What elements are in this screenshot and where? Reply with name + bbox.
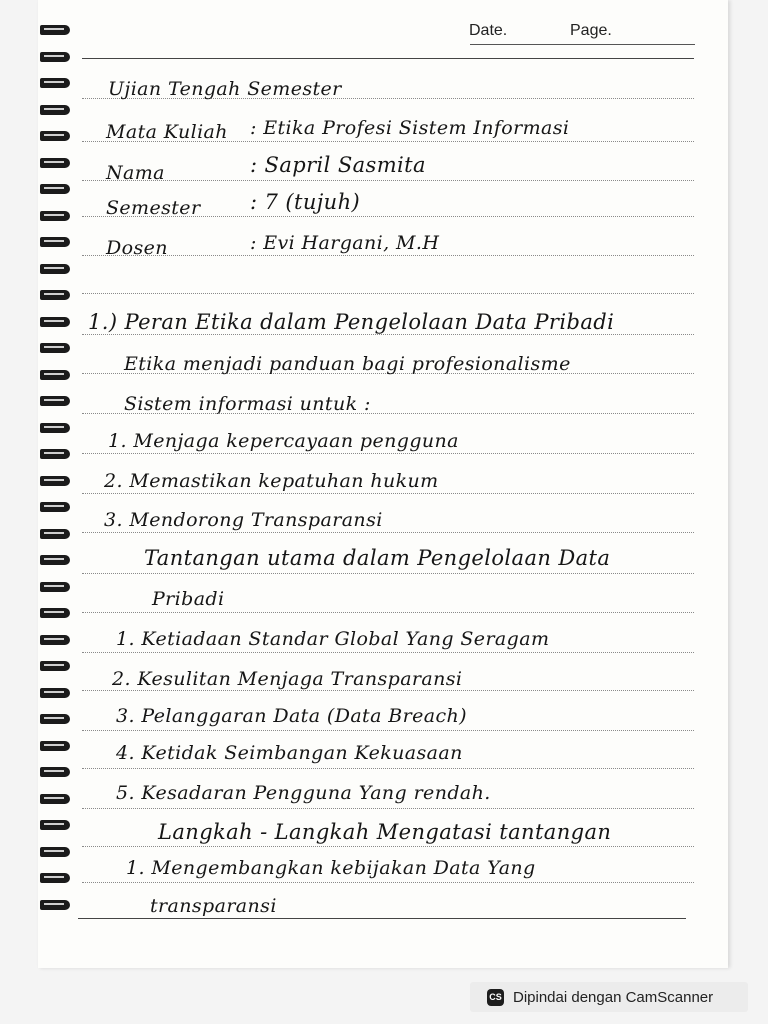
spiral-ring bbox=[40, 22, 74, 38]
spiral-ring bbox=[40, 314, 74, 330]
spiral-ring bbox=[40, 526, 74, 542]
lecturer-value: : Evi Hargani, M.H bbox=[250, 232, 440, 254]
step-1: 1. Mengembangkan kebijakan Data Yang bbox=[126, 857, 536, 879]
challenge-2: 2. Kesulitan Menjaga Transparansi bbox=[112, 668, 463, 690]
page-label: Page. bbox=[570, 22, 612, 39]
ruled-line bbox=[82, 573, 694, 574]
steps-heading: Langkah - Langkah Mengatasi tantangan bbox=[158, 820, 612, 844]
ruled-line bbox=[82, 768, 694, 769]
spiral-ring bbox=[40, 446, 74, 462]
challenge-5: 5. Kesadaran Pengguna Yang rendah. bbox=[116, 782, 491, 804]
ruled-line bbox=[82, 690, 694, 691]
challenge-3: 3. Pelanggaran Data (Data Breach) bbox=[116, 705, 467, 727]
lecturer-label: Dosen bbox=[106, 237, 168, 259]
spiral-ring bbox=[40, 870, 74, 886]
spiral-ring bbox=[40, 764, 74, 780]
challenges-heading: Tantangan utama dalam Pengelolaan Data bbox=[144, 546, 611, 570]
semester-value: : 7 (tujuh) bbox=[250, 190, 361, 214]
answer-line-2: Sistem informasi untuk : bbox=[124, 393, 371, 415]
spiral-ring bbox=[40, 897, 74, 913]
ruled-line bbox=[82, 612, 694, 613]
ruled-line bbox=[82, 532, 694, 533]
ruled-line bbox=[82, 730, 694, 731]
ruled-line bbox=[82, 293, 694, 294]
ruled-line bbox=[82, 882, 694, 883]
spiral-ring bbox=[40, 473, 74, 489]
spiral-ring bbox=[40, 420, 74, 436]
ruled-line bbox=[82, 493, 694, 494]
course-value: : Etika Profesi Sistem Informasi bbox=[250, 117, 570, 139]
spiral-ring bbox=[40, 340, 74, 356]
top-rule bbox=[82, 58, 694, 59]
spiral-ring bbox=[40, 499, 74, 515]
spiral-ring bbox=[40, 711, 74, 727]
spiral-ring bbox=[40, 75, 74, 91]
camscanner-icon: CS bbox=[487, 989, 504, 1006]
spiral-ring bbox=[40, 287, 74, 303]
ruled-line bbox=[82, 180, 694, 181]
spiral-ring bbox=[40, 181, 74, 197]
header-rule bbox=[470, 44, 695, 45]
spiral-ring bbox=[40, 208, 74, 224]
spiral-ring bbox=[40, 367, 74, 383]
spiral-binding bbox=[38, 10, 78, 930]
spiral-ring bbox=[40, 817, 74, 833]
challenge-1: 1. Ketiadaan Standar Global Yang Seragam bbox=[116, 628, 550, 650]
name-label: Nama bbox=[106, 162, 165, 184]
course-label: Mata Kuliah bbox=[106, 121, 228, 143]
spiral-ring bbox=[40, 393, 74, 409]
spiral-ring bbox=[40, 658, 74, 674]
spiral-ring bbox=[40, 844, 74, 860]
spiral-ring bbox=[40, 155, 74, 171]
camscanner-text: Dipindai dengan CamScanner bbox=[513, 988, 714, 1006]
spiral-ring bbox=[40, 685, 74, 701]
spiral-ring bbox=[40, 49, 74, 65]
exam-title: Ujian Tengah Semester bbox=[108, 78, 342, 100]
name-value: : Sapril Sasmita bbox=[250, 153, 426, 177]
spiral-ring bbox=[40, 791, 74, 807]
spiral-ring bbox=[40, 579, 74, 595]
question-1-heading: 1.) Peran Etika dalam Pengelolaan Data Pribadi bbox=[88, 310, 615, 334]
spiral-ring bbox=[40, 738, 74, 754]
ruled-line bbox=[82, 255, 694, 256]
step-1-cont: transparansi bbox=[150, 895, 277, 917]
date-label: Date. bbox=[469, 22, 508, 39]
spiral-ring bbox=[40, 605, 74, 621]
challenges-heading-cont: Pribadi bbox=[152, 588, 225, 610]
spiral-ring bbox=[40, 632, 74, 648]
point-2: 2. Memastikan kepatuhan hukum bbox=[104, 470, 439, 492]
ruled-line bbox=[82, 334, 694, 335]
camscanner-watermark bbox=[470, 982, 748, 1012]
point-3: 3. Mendorong Transparansi bbox=[104, 509, 383, 531]
point-1: 1. Menjaga kepercayaan pengguna bbox=[108, 430, 459, 452]
spiral-ring bbox=[40, 552, 74, 568]
spiral-ring bbox=[40, 234, 74, 250]
ruled-line bbox=[82, 808, 694, 809]
semester-label: Semester bbox=[106, 197, 201, 219]
ruled-line bbox=[82, 453, 694, 454]
spiral-ring bbox=[40, 128, 74, 144]
answer-line-1: Etika menjadi panduan bagi profesionalisme bbox=[124, 353, 571, 375]
spiral-ring bbox=[40, 261, 74, 277]
spiral-ring bbox=[40, 102, 74, 118]
bottom-rule bbox=[78, 918, 686, 919]
ruled-line bbox=[82, 652, 694, 653]
challenge-4: 4. Ketidak Seimbangan Kekuasaan bbox=[116, 742, 463, 764]
ruled-line bbox=[82, 846, 694, 847]
